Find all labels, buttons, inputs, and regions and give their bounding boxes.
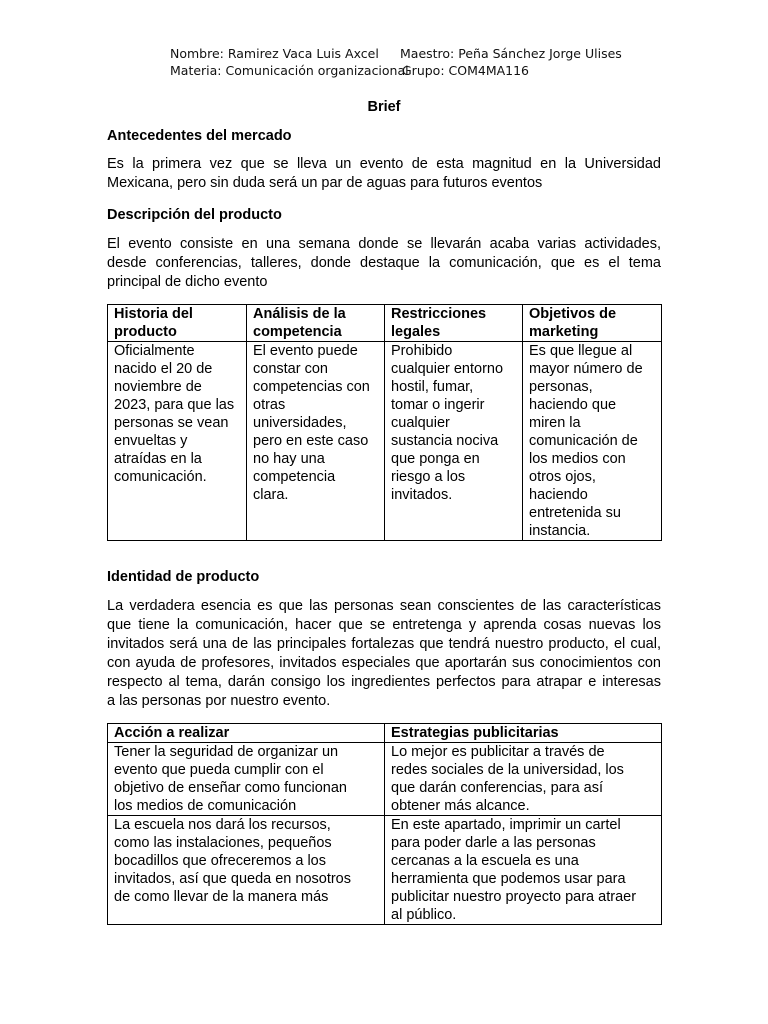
table-row bbox=[108, 342, 662, 541]
cell-line: comunicación. bbox=[114, 469, 207, 485]
cell-line: los medios de comunicación bbox=[114, 798, 297, 814]
cell-line: La escuela nos dará los recursos, bbox=[114, 817, 331, 833]
header-line: producto bbox=[114, 324, 177, 340]
table-cell-estrategia bbox=[385, 816, 662, 925]
table-header-cell bbox=[523, 305, 662, 342]
table-header-cell: Estrategias publicitarias bbox=[385, 724, 662, 743]
heading-descripcion: Descripción del producto bbox=[107, 207, 282, 223]
cell-line: instancia. bbox=[529, 523, 591, 539]
cell-line: haciendo bbox=[529, 487, 588, 503]
cell-line: otros ojos, bbox=[529, 469, 596, 485]
table-header-cell bbox=[247, 305, 385, 342]
header-line: legales bbox=[391, 324, 441, 340]
cell-line: bocadillos que ofreceremos a los bbox=[114, 853, 326, 869]
cell-line: Lo mejor es publicitar a través de bbox=[391, 744, 605, 760]
cell-line: herramienta que podemos usar para bbox=[391, 871, 626, 887]
teacher-name: Maestro: Peña Sánchez Jorge Ulises bbox=[400, 46, 622, 61]
cell-line: Prohibido bbox=[391, 343, 453, 359]
cell-line: para poder darle a las personas bbox=[391, 835, 596, 851]
cell-line: mayor número de bbox=[529, 361, 643, 377]
cell-line: otras bbox=[253, 397, 286, 413]
cell-line: publicitar nuestro proyecto para atraer bbox=[391, 889, 637, 905]
table-header-cell: Acción a realizar bbox=[108, 724, 385, 743]
table-header-cell bbox=[385, 305, 523, 342]
cell-line: haciendo que bbox=[529, 397, 617, 413]
cell-line: cualquier entorno bbox=[391, 361, 504, 377]
cell-line: 2023, para que las bbox=[114, 397, 235, 413]
subject-name: Materia: Comunicación organizacional bbox=[170, 63, 409, 78]
cell-line: personas, bbox=[529, 379, 593, 395]
cell-line: riesgo a los bbox=[391, 469, 466, 485]
header-line: Restricciones bbox=[391, 306, 487, 322]
table-header-row bbox=[108, 305, 662, 342]
paragraph-line: con ayuda de profesores, invitados especiales que aportarán sus conocimientos con bbox=[107, 655, 661, 671]
paragraph-descripcion bbox=[107, 235, 661, 292]
cell-line: al público. bbox=[391, 907, 457, 923]
cell-line: envueltas y bbox=[114, 433, 188, 449]
cell-line: nacido el 20 de bbox=[114, 361, 213, 377]
paragraph-identidad bbox=[107, 597, 661, 711]
cell-line: Es que llegue al bbox=[529, 343, 633, 359]
paragraph-line: que tiene la comunicación, hacer que se entretenga y aprenda cosas nuevas los bbox=[107, 617, 661, 633]
paragraph-line: principal de dicho evento bbox=[107, 274, 268, 290]
cell-line: que darán conferencias, para así bbox=[391, 780, 603, 796]
cell-line: sustancia nociva bbox=[391, 433, 499, 449]
cell-line: competencias con bbox=[253, 379, 370, 395]
table-cell-accion bbox=[108, 816, 385, 925]
cell-line: comunicación de bbox=[529, 433, 638, 449]
paragraph-line: La verdadera esencia es que las personas sean conscientes de las características bbox=[107, 598, 661, 614]
cell-line: como las instalaciones, pequeños bbox=[114, 835, 332, 851]
cell-line: obtener más alcance. bbox=[391, 798, 530, 814]
table-cell-restricciones bbox=[385, 342, 523, 541]
cell-line: atraídas en la bbox=[114, 451, 202, 467]
table-cell-accion bbox=[108, 743, 385, 816]
cell-line: objetivo de enseñar como funcionan bbox=[114, 780, 347, 796]
student-name: Nombre: Ramirez Vaca Luis Axcel bbox=[170, 46, 379, 61]
paragraph-line: Es la primera vez que se lleva un evento de esta magnitud en la Universidad bbox=[107, 156, 661, 172]
cell-line: El evento puede bbox=[253, 343, 358, 359]
paragraph-line: Mexicana, pero sin duda será un par de aguas para futuros eventos bbox=[107, 175, 543, 191]
cell-line: competencia bbox=[253, 469, 336, 485]
document-title: Brief bbox=[367, 99, 401, 115]
group-name: Grupo: COM4MA116 bbox=[402, 63, 530, 78]
cell-line: invitados. bbox=[391, 487, 453, 503]
paragraph-line: respecto al tema, darán consigo los ingredientes perfectos para atrapar e interesas bbox=[107, 674, 661, 690]
paragraph-line: a las personas por nuestro evento. bbox=[107, 693, 331, 709]
cell-line: no hay una bbox=[253, 451, 325, 467]
paragraph-antecedentes bbox=[107, 155, 661, 193]
cell-line: noviembre de bbox=[114, 379, 202, 395]
cell-line: evento que pueda cumplir con el bbox=[114, 762, 324, 778]
product-table bbox=[107, 304, 662, 541]
cell-line: redes sociales de la universidad, los bbox=[391, 762, 624, 778]
table-cell-objetivos bbox=[523, 342, 662, 541]
heading-antecedentes: Antecedentes del mercado bbox=[107, 128, 292, 144]
cell-line: miren la bbox=[529, 415, 581, 431]
cell-line: universidades, bbox=[253, 415, 347, 431]
cell-line: constar con bbox=[253, 361, 328, 377]
cell-line: personas se vean bbox=[114, 415, 229, 431]
cell-line: los medios con bbox=[529, 451, 626, 467]
cell-line: tomar o ingerir bbox=[391, 397, 485, 413]
table-cell-estrategia bbox=[385, 743, 662, 816]
cell-line: Tener la seguridad de organizar un bbox=[114, 744, 339, 760]
header-line: Objetivos de bbox=[529, 306, 617, 322]
strategy-table bbox=[107, 723, 662, 925]
cell-line: En este apartado, imprimir un cartel bbox=[391, 817, 621, 833]
table-cell-analisis bbox=[247, 342, 385, 541]
cell-line: Oficialmente bbox=[114, 343, 195, 359]
cell-line: clara. bbox=[253, 487, 289, 503]
cell-line: entretenida su bbox=[529, 505, 621, 521]
cell-line: de como llevar de la manera más bbox=[114, 889, 329, 905]
cell-line: hostil, fumar, bbox=[391, 379, 474, 395]
cell-line: cercanas a la escuela es una bbox=[391, 853, 579, 869]
paragraph-line: desde conferencias, talleres, donde destaque la comunicación, que es el tema bbox=[107, 255, 661, 271]
paragraph-line: invitados será una de las principales fortalezas que tendrá nuestro producto, el cual, bbox=[107, 636, 661, 652]
paragraph-line: El evento consiste en una semana donde se llevarán acaba varias actividades, bbox=[107, 236, 661, 252]
header-line: Análisis de la bbox=[253, 306, 346, 322]
cell-line: que ponga en bbox=[391, 451, 480, 467]
header-line: Historia del bbox=[114, 306, 193, 322]
table-cell-historia bbox=[108, 342, 247, 541]
table-row bbox=[108, 743, 662, 816]
table-header-row bbox=[108, 724, 662, 743]
cell-line: pero en este caso bbox=[253, 433, 369, 449]
cell-line: invitados, así que queda en nosotros bbox=[114, 871, 351, 887]
header-line: competencia bbox=[253, 324, 342, 340]
table-row bbox=[108, 816, 662, 925]
table-header-cell bbox=[108, 305, 247, 342]
header-line: marketing bbox=[529, 324, 599, 340]
heading-identidad: Identidad de producto bbox=[107, 569, 260, 585]
cell-line: cualquier bbox=[391, 415, 450, 431]
